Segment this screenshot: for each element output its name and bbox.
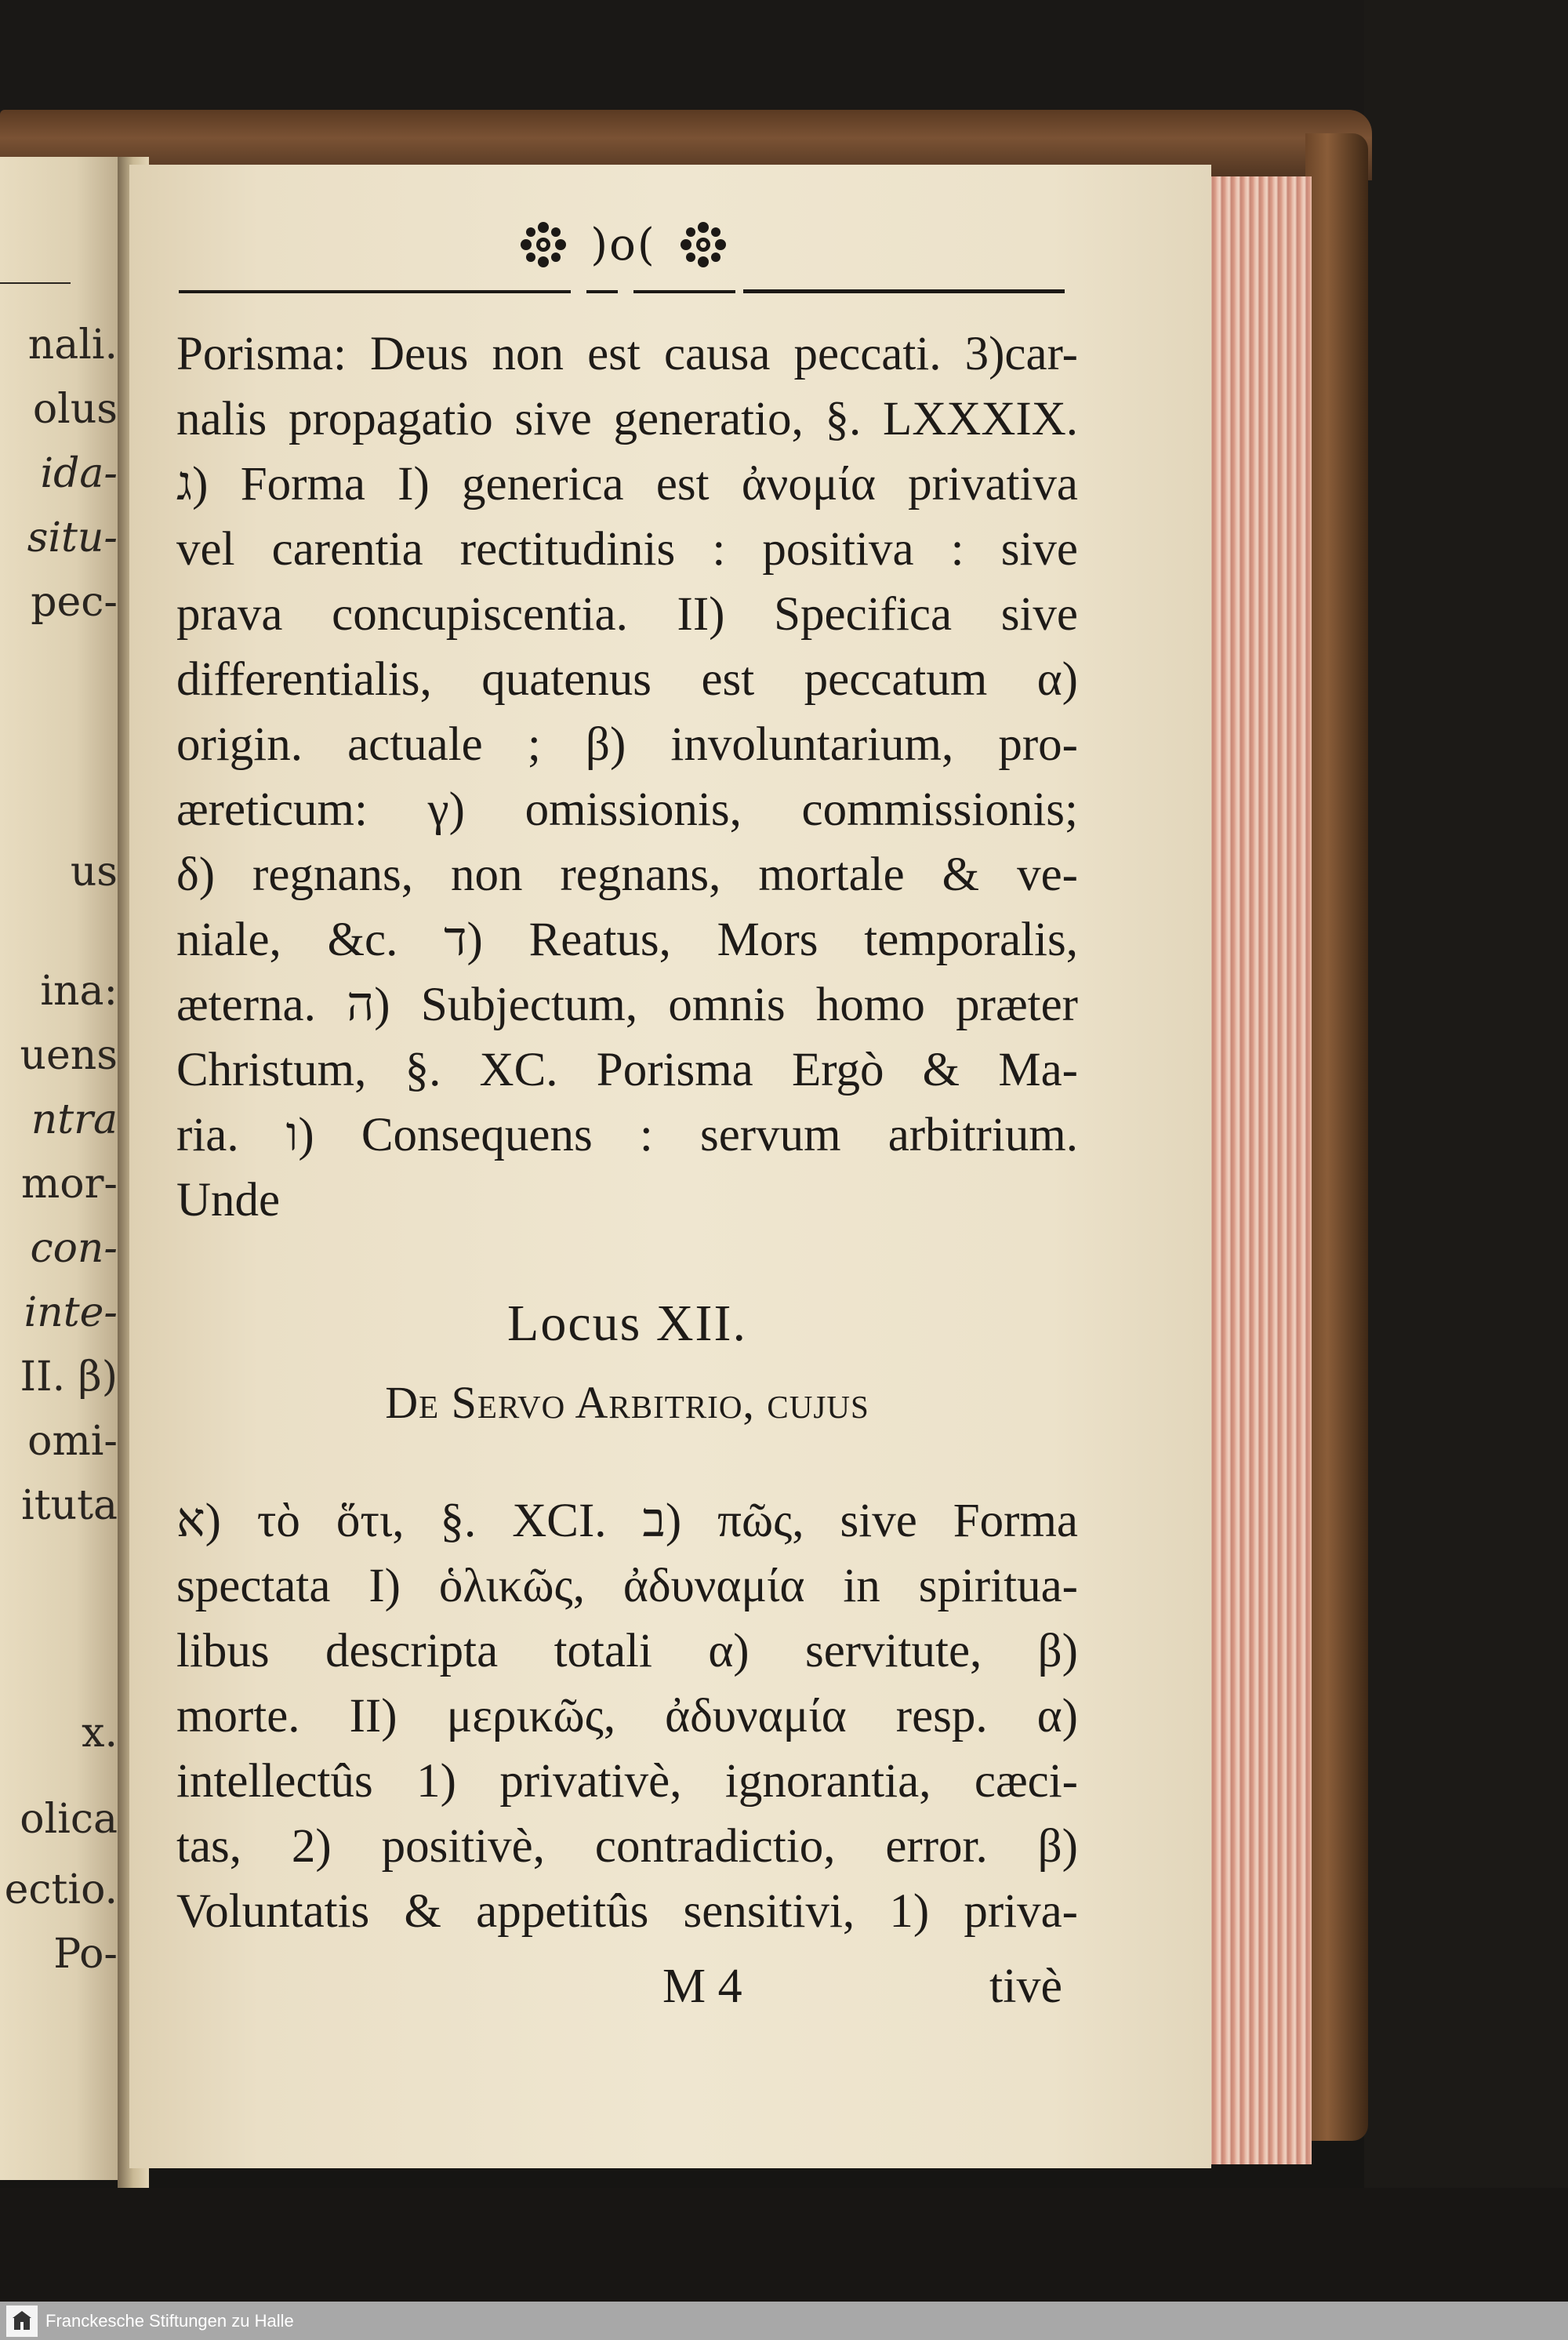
flower-ornament-icon — [518, 220, 568, 270]
previous-page-fragment: olus — [32, 386, 118, 433]
text-line: intellectûs 1) privativè, ignorantia, cæci- — [176, 1755, 1078, 1808]
background-right — [1364, 0, 1568, 2298]
text-line: origin. actuale ; β) involuntarium, pro- — [176, 718, 1078, 771]
text-line: prava concupiscentia. II) Specifica sive — [176, 588, 1078, 641]
signature-mark: M 4 — [662, 1960, 742, 2013]
text-line: morte. II) μερικῶς, ἀδυναμία resp. α) — [176, 1690, 1078, 1742]
text-line: Porisma: Deus non est causa peccati. 3)car- — [176, 328, 1078, 380]
text-line: nalis propagatio sive generatio, §. LXXXIX. — [176, 393, 1078, 445]
previous-page-fragment: con- — [30, 1225, 118, 1272]
previous-page-fragment: Po- — [53, 1931, 118, 1978]
previous-page-fragment: ectio. — [4, 1866, 118, 1913]
text-line: tas, 2) positivè, contradictio, error. β) — [176, 1820, 1078, 1873]
running-head-mark: )o( — [590, 219, 656, 271]
previous-page-fragment: ina: — [40, 968, 118, 1015]
section-heading: Locus XII. — [507, 1295, 747, 1352]
previous-page-fragment: II. β) — [20, 1353, 118, 1401]
text-line: א) τὸ ὅτι, §. XCI. ב) πῶς, sive Forma — [176, 1495, 1078, 1547]
previous-page-fragment: us — [70, 848, 118, 896]
previous-page-fragment: x. — [82, 1710, 118, 1757]
text-line: niale, &c. ד) Reatus, Mors temporalis, — [176, 914, 1078, 966]
page-header — [180, 213, 1066, 276]
header-rule — [179, 282, 1065, 287]
text-line: differentialis, quatenus est peccatum α) — [176, 653, 1078, 706]
institution-bar — [0, 2302, 1568, 2340]
previous-page-fragment: mor- — [20, 1161, 118, 1208]
text-line: æreticum: γ) omissionis, commissionis; — [176, 783, 1078, 836]
flower-ornament-icon — [678, 220, 728, 270]
institution-label: Franckesche Stiftungen zu Halle — [45, 2310, 294, 2331]
previous-page-fragment: uens — [20, 1032, 118, 1079]
previous-page-fragment: nali. — [27, 322, 118, 369]
previous-page-fragment: ntra — [31, 1096, 118, 1143]
previous-page-fragment: ida- — [40, 450, 118, 497]
body-text-block-1 — [176, 322, 1078, 1233]
text-line: libus descripta totali α) servitute, β) — [176, 1625, 1078, 1677]
previous-page-fragment: olica — [20, 1796, 118, 1843]
section-title: De Servo Arbitrio, cujus — [385, 1377, 869, 1428]
previous-page-rule — [0, 282, 71, 284]
text-line: ג) Forma I) generica est ἀνομία privativa — [176, 458, 1078, 511]
catchword: tivè — [989, 1960, 1062, 2013]
body-text-block-2 — [176, 1488, 1078, 1944]
previous-page-fragment: situ- — [27, 514, 118, 561]
text-line: æterna. ה) Subjectum, omnis homo præter — [176, 979, 1078, 1031]
previous-page-fragment: ituta — [21, 1482, 118, 1529]
previous-page-fragment: omi- — [27, 1418, 118, 1465]
book-cover-right-edge — [1305, 133, 1368, 2141]
previous-page-fragment: inte- — [24, 1289, 118, 1336]
text-line: spectata I) ὁλικῶς, ἀδυναμία in spiritua- — [176, 1560, 1078, 1612]
text-line: vel carentia rectitudinis : positiva : sive — [176, 523, 1078, 576]
previous-page-fragment: pec- — [31, 579, 118, 626]
background-top — [0, 0, 1568, 118]
text-line: Unde — [176, 1174, 281, 1226]
background-bottom — [0, 2188, 1568, 2305]
text-line: Voluntatis & appetitûs sensitivi, 1) priva- — [176, 1885, 1078, 1938]
text-line: ria. ו) Consequens : servum arbitrium. — [176, 1109, 1078, 1161]
text-line: δ) regnans, non regnans, mortale & ve- — [176, 848, 1078, 901]
text-line: Christum, §. XC. Porisma Ergò & Ma- — [176, 1044, 1078, 1096]
institution-logo-icon — [6, 2305, 38, 2337]
